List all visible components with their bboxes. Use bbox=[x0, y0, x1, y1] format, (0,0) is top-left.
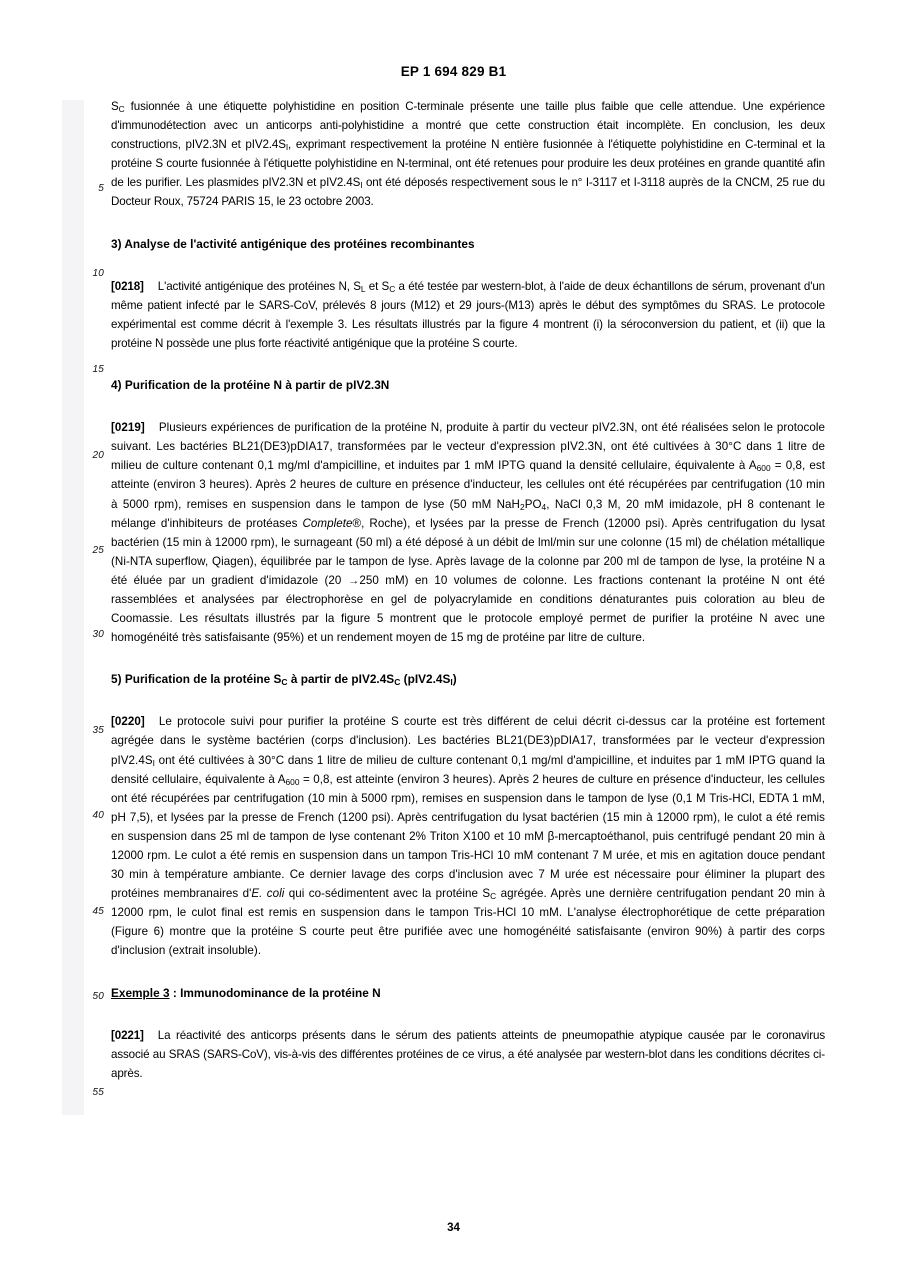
line-number: 50 bbox=[92, 991, 104, 1002]
line-number: 35 bbox=[92, 725, 104, 736]
example-label: Exemple 3 bbox=[111, 985, 170, 1000]
section-heading-5: 5) Purification de la protéine $S_C$ à partir de $pIV2.4S_C$ $(pIV2.4S_I)$ bbox=[111, 672, 457, 688]
paragraph-0219: [0219] Plusieurs expériences de purification de la protéine N, produite à partir du vecteur pIV2.3N, ont été réalisées selon le protocole suivant. Les bactéries BL21(DE3)pDIA17, transformées par le vecteur d'expression pIV2.3N, ont été cultivées à 30°C dans 1 litre de milieu de culture contenant 0,1 mg/ml d'ampicilline, et induites par 1 mM IPTG quand la densité cellulaire, équivalente à $A_{600} = 0,8$, est atteinte (environ 3 heures). Après 2 heures de culture en présence d'inducteur, les cellules ont été récupérées par centrifugation (10 min à 5000 rpm), remises en suspension dans le tampon de lyse (50 mM $NaH_2PO_4$, NaCl 0,3 M, 20 mM imidazole, pH 8 contenant le mélange d'inhibiteurs de protéases Complete®, Roche), et lysées par la presse de French (12000 psi). Après centrifugation du lysat bactérien (15 min à 12000 rpm), le surnageant (50 ml) a été déposé à un débit de lml/min sur une colonne (15 ml) de chélation métallique (Ni-NTA superflow, Qiagen), équilibrée par le tampon de lyse. Après lavage de la colonne par 200 ml de tampon de lyse, la protéine N a été éluée par un gradient d'imidazole (20 →250 mM) en 10 volumes de colonne. Les fractions contenant la protéine N ont été rassemblées et analysées par électrophorèse en gel de polyacrylamide en conditions dénaturantes puis coloration au bleu de Coomassie. Les résultats illustrés par la figure 5 montrent que le protocole employé permet de purifier la protéine N avec une homogénéité très satisfaisante (95%) et un rendement moyen de 15 mg de protéine par litre de culture. bbox=[111, 421, 826, 645]
paragraph-number: [0219] bbox=[111, 421, 145, 435]
spacer bbox=[111, 353, 825, 376]
spacer bbox=[111, 212, 825, 235]
paragraph-number: [0218] bbox=[111, 279, 144, 293]
line-number: 5 bbox=[98, 183, 104, 194]
section-heading-3: 3) Analyse de l'activité antigénique des protéines recombinantes bbox=[111, 236, 475, 251]
line-number: 25 bbox=[92, 545, 104, 556]
line-number: 40 bbox=[92, 810, 104, 821]
line-number: 20 bbox=[92, 450, 104, 461]
example-title: : Immunodominance de la protéine N bbox=[169, 985, 381, 1000]
paragraph-0221: [0221] La réactivité des anticorps présents dans le sérum des patients atteints de pneumopathie atypique causée par le coronavirus associé au SRAS (SARS-CoV), vis-à-vis des différentes protéines de ce virus, a été analysée par western-blot dans les conditions décrites ci-après. bbox=[111, 1028, 825, 1080]
line-number: 15 bbox=[92, 364, 104, 375]
line-number-gutter bbox=[54, 100, 108, 1115]
paragraph-number: [0221] bbox=[111, 1028, 144, 1042]
text-column bbox=[111, 97, 825, 1083]
line-number: 55 bbox=[92, 1087, 104, 1098]
section-heading-example-3 bbox=[111, 984, 825, 1003]
spacer bbox=[111, 647, 825, 670]
paragraph-0220: [0220] Le protocole suivi pour purifier la protéine S courte est très différent de celui décrit ci-dessus car la protéine est fortement agrégée dans le système bactérien (corps d'inclusion). Les bactéries BL21(DE3)pDIA17, transformées par le vecteur d'expression $pIV2.4S_I$ ont été cultivées à 30°C dans 1 litre de milieu de culture contenant 0,1 mg/ml d'ampicilline, et induites par 1 mM IPTG quand la densité cellulaire, équivalente à $A_{600} = 0,8$, est atteinte (environ 3 heures). Après 2 heures de culture en présence d'inducteur, les cellules ont été récupérées par centrifugation (10 min à 5000 rpm), remises en suspension dans le tampon de lyse (0,1 M Tris-HCl, EDTA 1 mM, pH 7,5), et lysées par la presse de French (1200 psi). Après centrifugation du lysat bactérien (15 min à 12000 rpm), le culot a été remis en suspension dans 25 ml de tampon de lyse contenant 2% Triton X100 et 10 mM β-mercaptoéthanol, puis centrifugé pendant 20 min à 12000 rpm. Le culot a été remis en suspension dans un tampon Tris-HCl 10 mM contenant 7 M urée, et mis en agitation douce pendant 30 min à température ambiante. Ce dernier lavage des corps d'inclusion avec 7 M urée est nécessaire pour éliminer la plupart des protéines membranaires d'E. coli qui co-sédimentent avec la protéine $S_C$ agrégée. Après une dernière centrifugation pendant 20 min à 12000 rpm, le culot final est remis en suspension dans le tampon Tris-HCl 10 mM. L'analyse électrophorétique de cette préparation (Figure 6) montre que la protéine S courte peut être purifiée avec une homogénéité satisfaisante (environ 90%) à partir des corps d'inclusion (extrait insoluble). bbox=[111, 715, 825, 958]
section-heading-4: 4) Purification de la protéine N à partir de pIV2.3N bbox=[111, 378, 390, 393]
spacer bbox=[111, 1003, 825, 1026]
page-number: 34 bbox=[447, 1222, 460, 1234]
spacer bbox=[111, 254, 825, 277]
spacer bbox=[111, 961, 825, 984]
spacer bbox=[111, 395, 825, 418]
spacer bbox=[111, 689, 825, 712]
line-number: 45 bbox=[92, 906, 104, 917]
paragraph-0218: [0218] L'activité antigénique des protéines N, $S_L$ et $S_C$ a été testée par western-blot, à l'aide de deux échantillons de sérum, provenant d'un même patient infecté par le SARS-CoV, prélevés 8 jours (M12) et 29 jours-(M13) après le début des symptômes du SRAS. Le protocole expérimental est comme décrit à l'exemple 3. Les résultats illustrés par la figure 4 montrent (i) la séroconversion du patient, et (ii) que la protéine N possède une plus forte réactivité antigénique que la protéine S courte. bbox=[111, 279, 825, 350]
line-number: 30 bbox=[92, 629, 104, 640]
line-number: 10 bbox=[92, 268, 104, 279]
paragraph-number: [0220] bbox=[111, 715, 145, 729]
page-header: EP 1 694 829 B1 bbox=[400, 64, 507, 79]
paragraph-continued: $S_C$ fusionnée à une étiquette polyhistidine en position C-terminale présente une taille plus faible que celle attendue. Une expérience d'immunodétection avec un anticorps anti-polyhistidine a montré que cette construction était incomplète. En conclusion, les deux constructions, pIV2.3N et $pIV2.4S_I$, exprimant respectivement la protéine N entière fusionnée à l'étiquette polyhistidine en C-terminal et la protéine S courte fusionnée à l'étiquette polyhistidine en N-terminal, ont été retenues pour produire les deux protéines en grande quantité afin de les purifier. Les plasmides pIV2.3N et $pIV2.4S_I$ ont été déposés respectivement sous le n° I-3117 et I-3118 auprès de la CNCM, 25 rue du Docteur Roux, 75724 PARIS 15, le 23 octobre 2003. bbox=[111, 100, 826, 209]
